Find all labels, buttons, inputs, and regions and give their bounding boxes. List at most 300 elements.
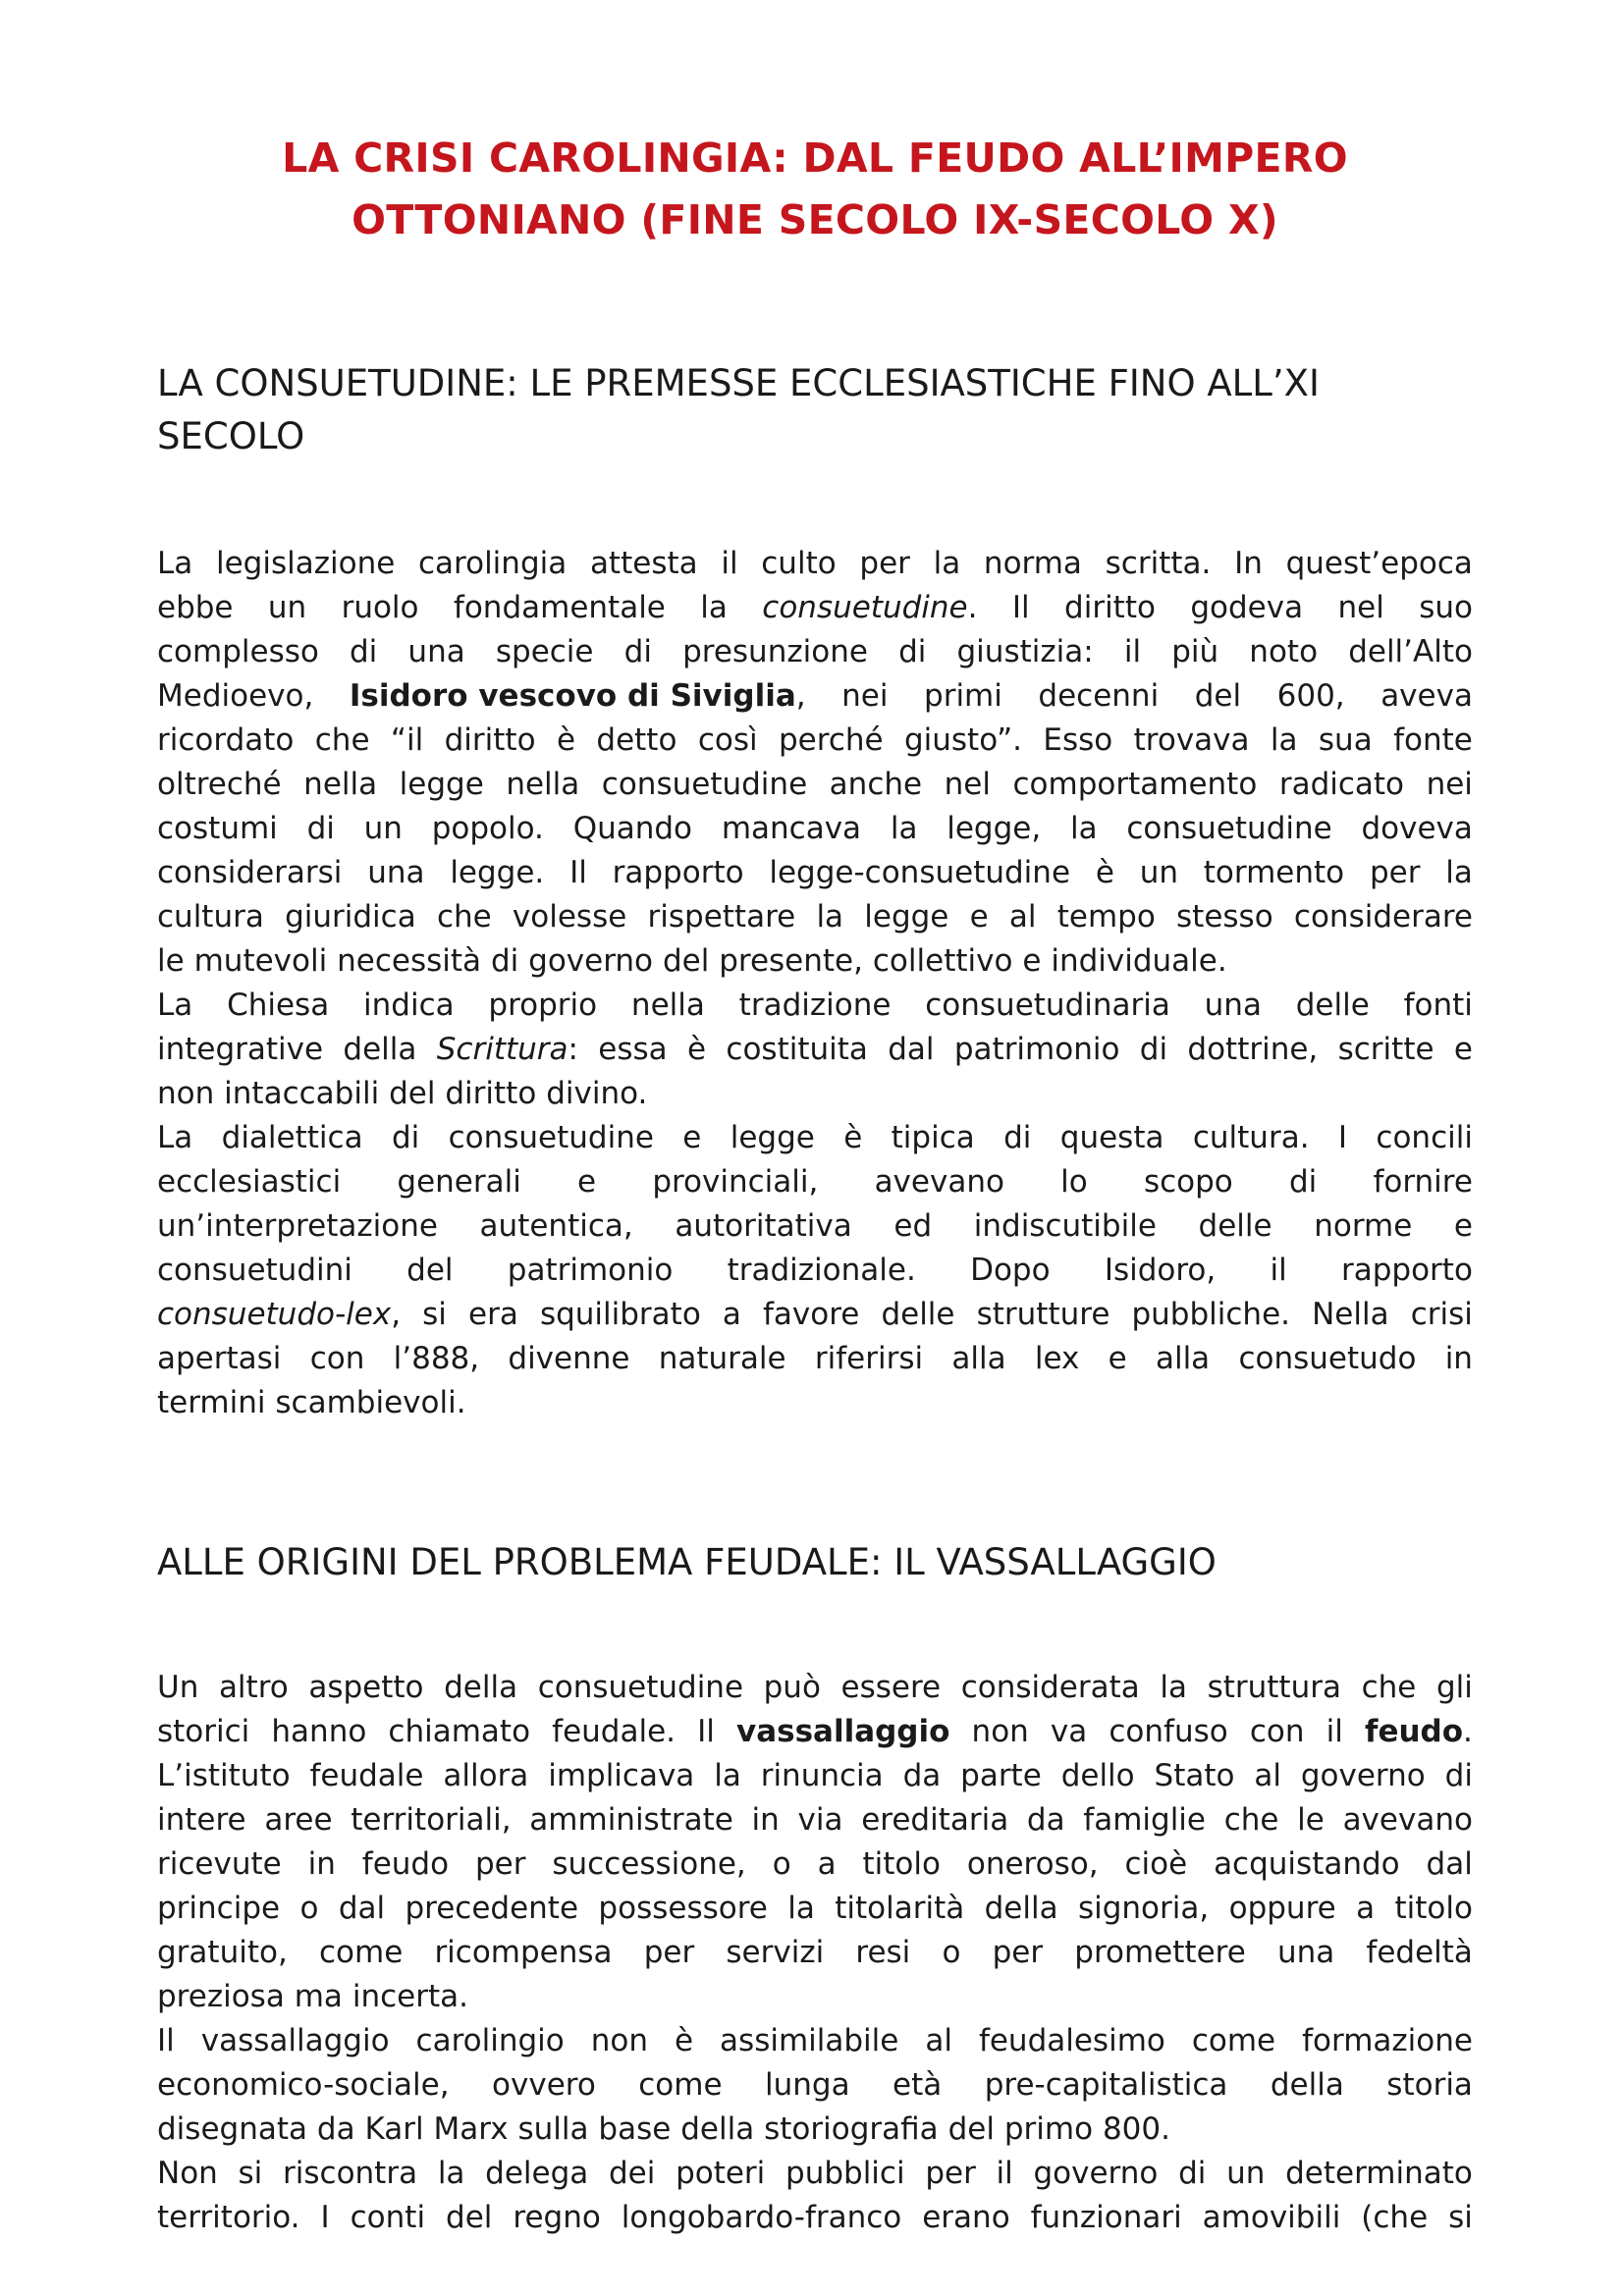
word: La <box>157 546 193 581</box>
word: feudale <box>309 1758 424 1793</box>
word: volesse <box>512 899 627 934</box>
text-line <box>157 1931 1473 1975</box>
word: la <box>1270 722 1298 758</box>
word: ricevute <box>157 1846 282 1882</box>
word: delle <box>881 1297 955 1332</box>
word: delle <box>1198 1208 1272 1244</box>
word: in <box>751 1802 780 1838</box>
word: ma <box>294 1979 343 2014</box>
word: nel <box>1337 590 1384 625</box>
text-line <box>157 895 1473 939</box>
word: implicava <box>548 1758 695 1793</box>
word: ricordato <box>157 722 295 758</box>
section-heading-consuetudine <box>157 357 1473 463</box>
word: scopo <box>1143 1164 1233 1200</box>
word: tempo <box>1056 899 1156 934</box>
word: altro <box>218 1670 289 1705</box>
word: feudalesimo <box>978 2023 1165 2058</box>
word: consuetudine <box>537 1670 744 1705</box>
word: primo <box>1003 2111 1094 2147</box>
word: oltreché <box>157 767 282 802</box>
word: assimilabile <box>720 2023 899 2058</box>
word: governo <box>528 943 654 979</box>
word: determinato <box>1285 2156 1473 2191</box>
text-line <box>157 763 1473 807</box>
word: questa <box>1059 1120 1164 1155</box>
word: per <box>859 546 910 581</box>
word: rispettare <box>647 899 796 934</box>
word: disegnata <box>157 2111 307 2147</box>
word: individuale. <box>1051 943 1227 979</box>
word: base <box>598 2111 672 2147</box>
word: intaccabili <box>224 1076 380 1111</box>
word: al <box>1254 1758 1281 1793</box>
word: fondamentale <box>453 590 666 625</box>
word: oppure <box>1228 1891 1336 1926</box>
word: diritto <box>1064 590 1156 625</box>
word: il <box>1270 1253 1287 1288</box>
word: in <box>1444 1341 1473 1376</box>
word: del <box>446 2200 493 2235</box>
word: naturale <box>658 1341 786 1376</box>
word: divino. <box>546 1076 648 1111</box>
word: al <box>925 2023 952 2058</box>
text-line <box>157 1887 1473 1931</box>
text-line <box>157 807 1473 851</box>
word: lunga <box>765 2067 850 2103</box>
word: della <box>444 1670 518 1705</box>
word: per <box>474 1846 526 1882</box>
word: avevano <box>874 1164 1004 1200</box>
word: mancava <box>721 811 862 846</box>
word: decenni <box>1038 678 1160 714</box>
word: riferirsi <box>814 1341 924 1376</box>
word: I <box>1337 1120 1348 1155</box>
word: dei <box>608 2156 656 2191</box>
word: che <box>436 899 492 934</box>
text-line <box>157 674 1473 719</box>
word: aspetto <box>308 1670 424 1705</box>
word: vassallaggio <box>200 2023 390 2058</box>
text-line <box>157 1842 1473 1887</box>
word: quest’epoca <box>1285 546 1473 581</box>
word: è <box>687 1032 707 1067</box>
word: il <box>1325 1714 1343 1749</box>
word: aree <box>264 1802 333 1838</box>
title-line-1: LA CRISI CAROLINGIA: DAL FEUDO ALL’IMPERO <box>282 134 1348 182</box>
word: pre-capitalistica <box>984 2067 1228 2103</box>
word: stesso <box>1176 899 1273 934</box>
text-line <box>157 1754 1473 1798</box>
text-line <box>157 586 1473 630</box>
word: carolingia <box>418 546 568 581</box>
word: Esso <box>1043 722 1113 758</box>
word: della <box>680 2111 755 2147</box>
word: per <box>925 2156 976 2191</box>
word: la <box>890 811 918 846</box>
word: non <box>157 1076 215 1111</box>
heading-line-1: ALLE ORIGINI DEL PROBLEMA FEUDALE: IL VASSALLAGGIO <box>157 1541 1217 1583</box>
word: è <box>674 2023 694 2058</box>
word: gratuito, <box>157 1935 288 1970</box>
word: norma <box>983 546 1082 581</box>
word: doveva <box>1361 811 1473 846</box>
word: dal <box>338 1891 386 1926</box>
word: va <box>1050 1714 1088 1749</box>
word: un <box>1139 855 1178 890</box>
word: la <box>1160 1670 1187 1705</box>
word: di <box>623 634 652 669</box>
bold-term: feudo. <box>1364 1714 1473 1749</box>
word: ed <box>893 1208 933 1244</box>
text-line <box>157 1116 1473 1160</box>
word: integrative <box>157 1032 324 1067</box>
word: lex <box>1034 1341 1080 1376</box>
word: proprio <box>488 988 598 1023</box>
word: collettivo <box>872 943 1013 979</box>
word: il <box>996 2156 1013 2191</box>
document-title <box>157 128 1473 251</box>
text-line <box>157 1293 1473 1337</box>
word: sua <box>1318 722 1373 758</box>
word: considerata <box>960 1670 1140 1705</box>
word: la <box>1445 855 1473 890</box>
text-line <box>157 851 1473 895</box>
word: Il <box>697 1714 715 1749</box>
word: delle <box>1295 988 1370 1023</box>
text-line <box>157 1160 1473 1204</box>
word: dello <box>1060 1758 1135 1793</box>
word: comportamento <box>1012 767 1258 802</box>
word: giusto”. <box>903 722 1022 758</box>
word: della <box>1270 2067 1344 2103</box>
word: ricompensa <box>434 1935 613 1970</box>
word: Un <box>157 1670 199 1705</box>
word: legge <box>399 767 484 802</box>
word: del <box>1194 678 1242 714</box>
word: era <box>468 1297 518 1332</box>
section-body-consuetudine <box>157 542 1473 1425</box>
word: una <box>367 855 425 890</box>
word: favore <box>762 1297 860 1332</box>
word: può <box>763 1670 821 1705</box>
word: e <box>1453 1208 1473 1244</box>
word: storia <box>1386 2067 1473 2103</box>
word: e <box>969 899 989 934</box>
text-line <box>157 2152 1473 2196</box>
word: da <box>902 1758 942 1793</box>
text-line <box>157 1204 1473 1249</box>
word: necessità <box>337 943 482 979</box>
word: amministrate <box>529 1802 733 1838</box>
word: governo <box>1033 2156 1159 2191</box>
text-line <box>157 542 1473 586</box>
word: In <box>1234 546 1263 581</box>
word: a <box>1356 1891 1376 1926</box>
word: nella <box>506 767 580 802</box>
word: nei <box>841 678 889 714</box>
text-line <box>157 984 1473 1028</box>
word: concili <box>1376 1120 1473 1155</box>
word: presente, <box>719 943 863 979</box>
word: preziosa <box>157 1979 285 2014</box>
word: Il <box>1011 590 1030 625</box>
word: età <box>893 2067 943 2103</box>
word: dal <box>888 1032 935 1067</box>
word: radicato <box>1278 767 1405 802</box>
word: un’interpretazione <box>157 1208 438 1244</box>
word: generali <box>397 1164 521 1200</box>
word: oneroso, <box>966 1846 1099 1882</box>
word: essere <box>840 1670 942 1705</box>
word: provinciali, <box>652 1164 819 1200</box>
word: possessore <box>598 1891 768 1926</box>
word: via <box>797 1802 843 1838</box>
document-page <box>157 128 1473 2240</box>
word: un <box>1226 2156 1266 2191</box>
text-line <box>157 2196 1473 2240</box>
word: di <box>391 1120 420 1155</box>
word: Nella <box>1312 1297 1389 1332</box>
word: dell’Alto <box>1348 634 1473 669</box>
word: e <box>1108 1341 1127 1376</box>
word: e <box>1453 1032 1473 1067</box>
word: storici <box>157 1714 250 1749</box>
word: allora <box>443 1758 529 1793</box>
word: di <box>349 634 378 669</box>
text-line <box>157 1710 1473 1754</box>
text-line <box>157 1666 1473 1710</box>
word: come <box>638 2067 723 2103</box>
word: parte <box>960 1758 1042 1793</box>
word: si <box>422 1297 447 1332</box>
word: crisi <box>1410 1297 1473 1332</box>
word: la <box>787 1891 815 1926</box>
text-line <box>157 1381 1473 1425</box>
word: nella <box>303 767 378 802</box>
word: Dopo <box>970 1253 1051 1288</box>
word: consuetudine <box>601 767 808 802</box>
word: nella <box>630 988 705 1023</box>
word: scritta. <box>1105 546 1212 581</box>
word: più <box>1171 634 1219 669</box>
bold-term: Isidoro vescovo di Siviglia, <box>349 678 806 714</box>
word: un <box>267 590 307 625</box>
word: nel <box>944 767 991 802</box>
word: mutevoli <box>193 943 328 979</box>
word: riscontra <box>283 2156 418 2191</box>
word: della <box>343 1032 417 1067</box>
word: sulla <box>517 2111 589 2147</box>
word: specie <box>495 634 594 669</box>
word: precedente <box>405 1891 579 1926</box>
word: incerta. <box>352 1979 468 2014</box>
word: che <box>1223 1802 1279 1838</box>
word: da <box>1026 1802 1065 1838</box>
text-line <box>157 1337 1473 1381</box>
word: di <box>490 943 519 979</box>
word: complesso <box>157 634 319 669</box>
word: non <box>971 1714 1029 1749</box>
word: territoriali, <box>351 1802 512 1838</box>
word: servizi <box>726 1935 825 1970</box>
text-line <box>157 1798 1473 1842</box>
word: suo <box>1419 590 1473 625</box>
section-body-vassallaggio <box>157 1666 1473 2240</box>
word: norme <box>1314 1208 1413 1244</box>
word: considerarsi <box>157 855 343 890</box>
word: rapporto <box>612 855 744 890</box>
word: Quando <box>572 811 693 846</box>
word: scritte <box>1337 1032 1434 1067</box>
word: godeva <box>1190 590 1304 625</box>
word: feudo <box>361 1846 450 1882</box>
word: consuetudine <box>1126 811 1332 846</box>
word: così <box>697 722 758 758</box>
word: per <box>1369 855 1421 890</box>
word: termini <box>157 1385 266 1420</box>
word: fornire <box>1373 1164 1473 1200</box>
word: è <box>1095 855 1114 890</box>
word: Il <box>569 855 587 890</box>
word: si <box>238 2156 263 2191</box>
word: “il <box>390 722 424 758</box>
word: indiscutibile <box>973 1208 1157 1244</box>
word: legge <box>864 899 949 934</box>
word: successione, <box>552 1846 746 1882</box>
word: (che <box>1361 2200 1429 2235</box>
word: rapporto <box>1340 1253 1473 1288</box>
word: avevano <box>1342 1802 1473 1838</box>
word: che <box>314 722 370 758</box>
word: indica <box>363 988 455 1023</box>
word: culto <box>761 546 837 581</box>
word: 800. <box>1102 2111 1170 2147</box>
word: patrimonio <box>953 1032 1120 1067</box>
italic-term: consuetudo-lex, <box>157 1297 402 1332</box>
word: nei <box>1426 767 1473 802</box>
word: diritto <box>445 1076 537 1111</box>
word: le <box>1297 1802 1325 1838</box>
word: fonte <box>1393 722 1473 758</box>
word: del <box>406 1253 454 1288</box>
word: di <box>1003 1120 1032 1155</box>
word: titolarità <box>835 1891 965 1926</box>
word: Karl <box>364 2111 424 2147</box>
word: diritto <box>444 722 536 758</box>
word: la <box>700 590 728 625</box>
word: a <box>817 1846 837 1882</box>
word: di <box>306 811 335 846</box>
word: un <box>363 811 403 846</box>
word: La <box>157 1120 193 1155</box>
word: tradizionale. <box>727 1253 916 1288</box>
word: signoria, <box>1077 1891 1210 1926</box>
word: principe <box>157 1891 281 1926</box>
word: ereditaria <box>861 1802 1009 1838</box>
word: divenne <box>508 1341 630 1376</box>
text-line <box>157 1028 1473 1072</box>
word: apertasi <box>157 1341 282 1376</box>
section-heading-vassallaggio <box>157 1536 1473 1589</box>
word: Chiesa <box>227 988 330 1023</box>
word: costituita <box>726 1032 868 1067</box>
word: ecclesiastici <box>157 1164 342 1200</box>
word: I <box>320 2200 330 2235</box>
word: formazione <box>1302 2023 1473 2058</box>
word: primi <box>924 678 1002 714</box>
text-line <box>157 939 1473 984</box>
word: legge. <box>450 855 545 890</box>
word: del <box>662 943 710 979</box>
word: le <box>157 943 185 979</box>
word: come <box>1191 2023 1276 2058</box>
word: L’istituto <box>157 1758 291 1793</box>
word: si <box>1448 2200 1473 2235</box>
word: il <box>1123 634 1142 669</box>
word: una <box>1276 1935 1335 1970</box>
word: attesta <box>589 546 698 581</box>
word: con <box>309 1341 365 1376</box>
word: anche <box>829 767 923 802</box>
word: longobardo-franco <box>621 2200 902 2235</box>
word: Non <box>157 2156 218 2191</box>
word: del <box>389 1076 436 1111</box>
word: Il <box>157 2023 175 2058</box>
word: consuetudinaria <box>925 988 1170 1023</box>
word: è <box>843 1120 863 1155</box>
word: dal <box>1426 1846 1473 1882</box>
text-line <box>157 2019 1473 2063</box>
word: per <box>643 1935 695 1970</box>
word: gli <box>1435 1670 1473 1705</box>
word: hanno <box>271 1714 367 1749</box>
word: ovvero <box>492 2067 596 2103</box>
italic-term: Scrittura: <box>436 1032 578 1067</box>
word: e <box>682 1120 702 1155</box>
word: cultura <box>157 899 264 934</box>
word: consuetudine <box>448 1120 654 1155</box>
word: giuridica <box>285 899 416 934</box>
word: famiglie <box>1083 1802 1206 1838</box>
word: squilibrato <box>539 1297 701 1332</box>
word: presunzione <box>682 634 868 669</box>
word: consuetudo <box>1238 1341 1417 1376</box>
word: alla <box>951 1341 1006 1376</box>
word: carolingio <box>415 2023 565 2058</box>
word: con <box>1249 1714 1305 1749</box>
word: o <box>772 1846 791 1882</box>
word: resi <box>855 1935 911 1970</box>
word: e <box>1022 943 1042 979</box>
word: trovava <box>1133 722 1250 758</box>
word: in <box>307 1846 336 1882</box>
word: titolo <box>862 1846 941 1882</box>
word: per <box>992 1935 1044 1970</box>
word: titolo <box>1394 1891 1473 1926</box>
word: di <box>1288 1164 1318 1200</box>
word: dottrine, <box>1187 1032 1319 1067</box>
word: acquistando <box>1214 1846 1400 1882</box>
word: pubblici <box>785 2156 905 2191</box>
text-line <box>157 1072 1473 1116</box>
word: pubbliche. <box>1131 1297 1291 1332</box>
word: o <box>942 1935 961 1970</box>
word: costumi <box>157 811 278 846</box>
word: confuso <box>1109 1714 1228 1749</box>
word: La <box>157 988 193 1023</box>
word: di <box>1444 1758 1473 1793</box>
